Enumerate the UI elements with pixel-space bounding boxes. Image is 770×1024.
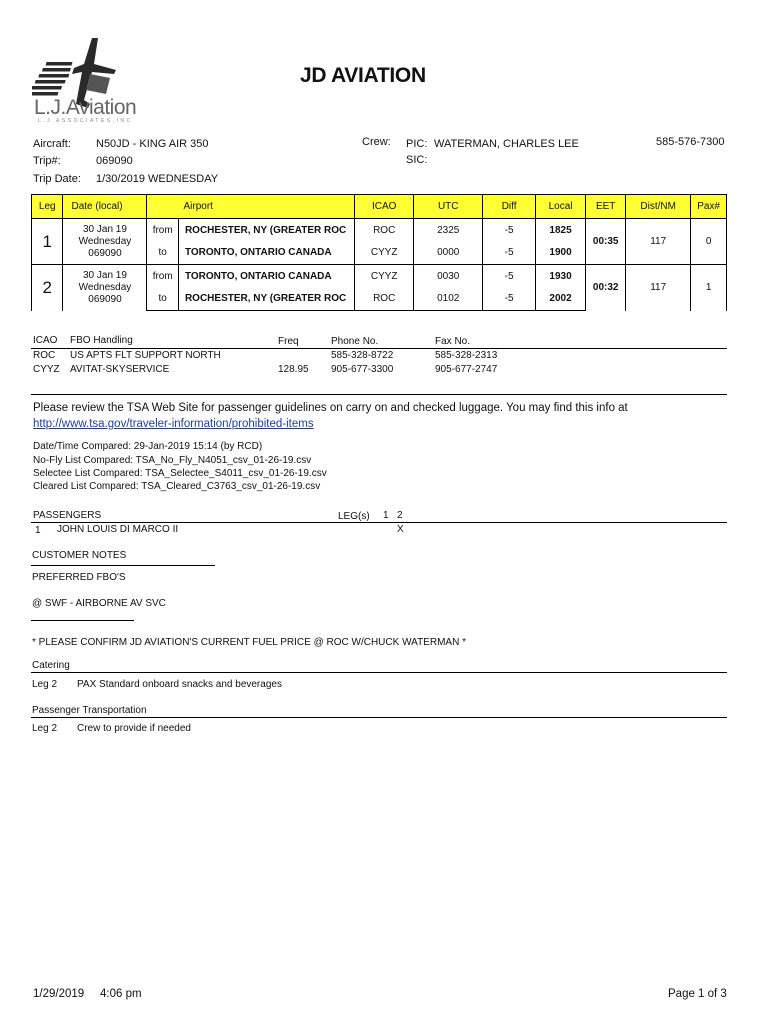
from-airport: TORONTO, ONTARIO CANADA (178, 265, 354, 288)
leg-number: 2 (32, 265, 63, 311)
passenger-number: 1 (35, 525, 41, 536)
from-local: 1825 (535, 219, 585, 242)
trip-date-value: 1/30/2019 WEDNESDAY (96, 173, 219, 185)
trip-number-label: Trip#: (33, 155, 61, 167)
transport-divider (31, 717, 727, 718)
pic-value: WATERMAN, CHARLES LEE (434, 138, 579, 150)
header-eet: EET (586, 195, 626, 219)
leg-pax: 0 (691, 219, 727, 265)
fbo-row-handling: US APTS FLT SUPPORT NORTH (70, 350, 221, 361)
legs-label: LEG(s) (338, 511, 370, 522)
fbo-header-freq: Freq (278, 336, 299, 347)
leg-dist: 117 (626, 219, 691, 265)
fbo-row-icao: CYYZ (33, 364, 60, 375)
tsa-no-fly: No-Fly List Compared: TSA_No_Fly_N4051_csv_01-26-19.csv (33, 455, 312, 466)
to-airport: TORONTO, ONTARIO CANADA (178, 242, 354, 265)
from-utc: 2325 (414, 219, 483, 242)
page-title: JD AVIATION (300, 64, 426, 87)
legs-table-header (32, 195, 727, 219)
tsa-link[interactable]: http://www.tsa.gov/traveler-information/prohibited-items (33, 418, 314, 430)
leg-dist: 117 (626, 265, 691, 311)
fbo-header-fax: Fax No. (435, 336, 471, 347)
fbo-row-freq: 128.95 (278, 364, 309, 375)
from-label: from (147, 265, 178, 288)
from-diff: -5 (483, 219, 535, 242)
from-label: from (147, 219, 178, 242)
logo-subtext: L.J.ASSOCIATES,INC (38, 118, 133, 124)
leg-date: 30 Jan 19 (83, 269, 127, 281)
fbo-row-fax: 585-328-2313 (435, 350, 498, 361)
leg-trip: 069090 (88, 293, 122, 305)
header-date: Date (local) (63, 195, 147, 219)
leg-day: Wednesday (78, 235, 132, 247)
pic-label: PIC: (406, 138, 428, 150)
leg-col-2: 2 (397, 510, 403, 521)
tsa-divider (31, 394, 727, 395)
tsa-notice: Please review the TSA Web Site for passenger guidelines on carry on and checked luggage. You may find this info at (33, 402, 628, 414)
to-label: to (147, 288, 178, 311)
passengers-header: PASSENGERS (33, 510, 102, 521)
swf-divider (31, 620, 134, 621)
header-airport: Airport (147, 195, 355, 219)
catering-header: Catering (32, 660, 70, 671)
passengers-divider (31, 522, 727, 523)
to-icao: ROC (355, 288, 414, 311)
to-diff: -5 (483, 288, 535, 311)
from-icao: CYYZ (355, 265, 414, 288)
customer-notes-header: CUSTOMER NOTES (32, 550, 127, 561)
header-local: Local (535, 195, 585, 219)
fbo-row-phone: 585-328-8722 (331, 350, 394, 361)
footer-time: 4:06 pm (100, 988, 142, 1000)
from-utc: 0030 (414, 265, 483, 288)
trip-number-value: 069090 (96, 155, 133, 167)
fbo-row-phone: 905-677-3300 (331, 364, 394, 375)
leg-number: 1 (32, 219, 63, 265)
leg-pax: 1 (691, 265, 727, 311)
fbo-row-icao: ROC (33, 350, 56, 361)
preferred-fbo: PREFERRED FBO'S (32, 572, 126, 583)
leg-date-cell (63, 219, 147, 265)
to-label: to (147, 242, 178, 265)
header-leg: Leg (32, 195, 63, 219)
to-diff: -5 (483, 242, 535, 265)
leg-date-cell (63, 265, 147, 311)
fbo-row-fax: 905-677-2747 (435, 364, 498, 375)
crew-label: Crew: (362, 136, 391, 148)
from-icao: ROC (355, 219, 414, 242)
tsa-compared: Date/Time Compared: 29-Jan-2019 15:14 (by RCD) (33, 441, 263, 452)
fbo-header-handling: FBO Handling (70, 335, 133, 346)
footer-date: 1/29/2019 (33, 988, 85, 1000)
from-airport: ROCHESTER, NY (GREATER ROC (178, 219, 354, 242)
to-airport: ROCHESTER, NY (GREATER ROC (178, 288, 354, 311)
transport-leg: Leg 2 (32, 723, 58, 734)
fbo-divider (31, 348, 727, 349)
swf-note: @ SWF - AIRBORNE AV SVC (32, 598, 166, 609)
fbo-header-phone: Phone No. (331, 336, 379, 347)
header-dist: Dist/NM (626, 195, 691, 219)
fbo-header-icao: ICAO (33, 335, 58, 346)
leg-2-from-row (32, 265, 727, 288)
leg-trip: 069090 (88, 247, 122, 259)
fbo-row-handling: AVITAT-SKYSERVICE (70, 364, 170, 375)
to-utc: 0000 (414, 242, 483, 265)
leg-eet: 00:35 (586, 219, 626, 265)
to-local: 1900 (535, 242, 585, 265)
leg-col-1: 1 (383, 510, 389, 521)
catering-divider (31, 672, 727, 673)
catering-leg: Leg 2 (32, 679, 58, 690)
logo-text: L.J.Aviation (34, 96, 137, 119)
catering-text: PAX Standard onboard snacks and beverages (77, 679, 282, 690)
aircraft-value: N50JD - KING AIR 350 (96, 138, 209, 150)
legs-table (31, 194, 727, 311)
leg-day: Wednesday (78, 281, 132, 293)
notes-divider (31, 565, 215, 566)
passenger-name: JOHN LOUIS DI MARCO II (57, 524, 179, 535)
phone-number: 585-576-7300 (656, 136, 725, 148)
sic-label: SIC: (406, 154, 428, 166)
tsa-cleared: Cleared List Compared: TSA_Cleared_C3763_csv_01-26-19.csv (33, 481, 321, 492)
header-utc: UTC (414, 195, 483, 219)
to-utc: 0102 (414, 288, 483, 311)
header-diff: Diff (483, 195, 535, 219)
trip-date-label: Trip Date: (33, 173, 81, 185)
header-pax: Pax# (691, 195, 727, 219)
transport-header: Passenger Transportation (32, 705, 147, 716)
fuel-note: * PLEASE CONFIRM JD AVIATION'S CURRENT FUEL PRICE @ ROC W/CHUCK WATERMAN * (32, 637, 466, 648)
leg-date: 30 Jan 19 (83, 223, 127, 235)
leg-1-from-row (32, 219, 727, 242)
passenger-leg-2: X (397, 524, 404, 535)
aircraft-label: Aircraft: (33, 138, 71, 150)
header-icao: ICAO (355, 195, 414, 219)
to-icao: CYYZ (355, 242, 414, 265)
leg-eet: 00:32 (586, 265, 626, 311)
transport-text: Crew to provide if needed (77, 723, 191, 734)
footer-page: Page 1 of 3 (668, 988, 727, 1000)
from-diff: -5 (483, 265, 535, 288)
from-local: 1930 (535, 265, 585, 288)
tsa-selectee: Selectee List Compared: TSA_Selectee_S4011_csv_01-26-19.csv (33, 468, 327, 479)
to-local: 2002 (535, 288, 585, 311)
